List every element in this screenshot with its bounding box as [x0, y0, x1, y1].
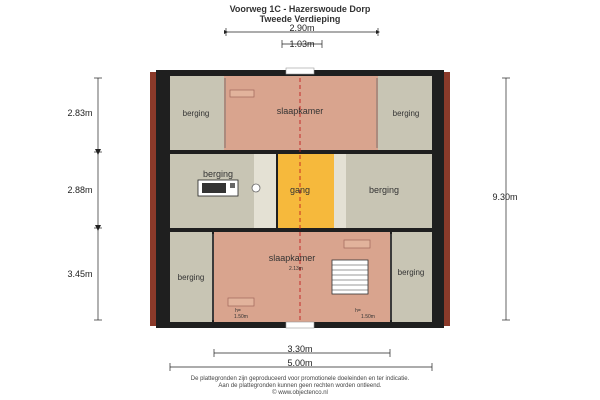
- footer-line-3: © www.objectenco.nl: [272, 390, 328, 396]
- label-bottom-slaapkamer: slaapkamer: [268, 253, 316, 263]
- staircase: [332, 260, 368, 294]
- gang-side-right: [334, 154, 346, 228]
- right-brick-edge: [444, 72, 450, 326]
- dim-bottom-inner-label: 3.30m: [287, 344, 313, 354]
- label-ml-berging: berging: [202, 169, 234, 179]
- fw-left-value: 1.50m: [234, 314, 248, 320]
- fw-height-center: 2.13m: [289, 266, 303, 272]
- fw-left-label: h=: [235, 308, 241, 314]
- left-brick-edge: [150, 72, 156, 326]
- label-tr-berging: berging: [392, 109, 420, 118]
- dim-top-total-label: 2.90m: [289, 23, 315, 33]
- floor-title: Tweede Verdieping: [259, 14, 341, 24]
- footer-line-1: De plattegronden zijn geproduceerd voor promotionele doeleinden en ter indicatie.: [190, 376, 410, 382]
- label-top-slaapkamer: slaapkamer: [276, 106, 324, 116]
- fw-right-value: 1.50m: [361, 314, 375, 320]
- dim-left: [94, 78, 102, 320]
- footer-line-2: Aan de plattegronden kunnen geen rechten worden ontleend.: [218, 383, 382, 389]
- label-br-berging: berging: [397, 268, 425, 277]
- label-tl-berging: berging: [182, 109, 210, 118]
- address-title: Voorweg 1C - Hazerswoude Dorp: [229, 4, 371, 14]
- dim-bottom-total-label: 5.00m: [287, 358, 313, 368]
- label-bl-berging: berging: [177, 273, 205, 282]
- dim-top-inner-label: 1.03m: [289, 39, 315, 49]
- label-mr-berging: berging: [368, 185, 400, 195]
- dim-left-1-label: 2.83m: [67, 108, 93, 118]
- skylight-bottom-left: [228, 298, 254, 306]
- label-gang: gang: [289, 185, 311, 195]
- room-br-berging: [392, 232, 432, 322]
- top-window: [286, 68, 314, 74]
- skylight-bottom-right: [344, 240, 370, 248]
- skylight-top: [230, 90, 254, 97]
- fw-right-label: h=: [355, 308, 361, 314]
- dim-right-label: 9.30m: [492, 192, 518, 202]
- dim-left-3-label: 3.45m: [67, 269, 93, 279]
- bottom-window: [286, 322, 314, 328]
- dim-left-2-label: 2.88m: [67, 185, 93, 195]
